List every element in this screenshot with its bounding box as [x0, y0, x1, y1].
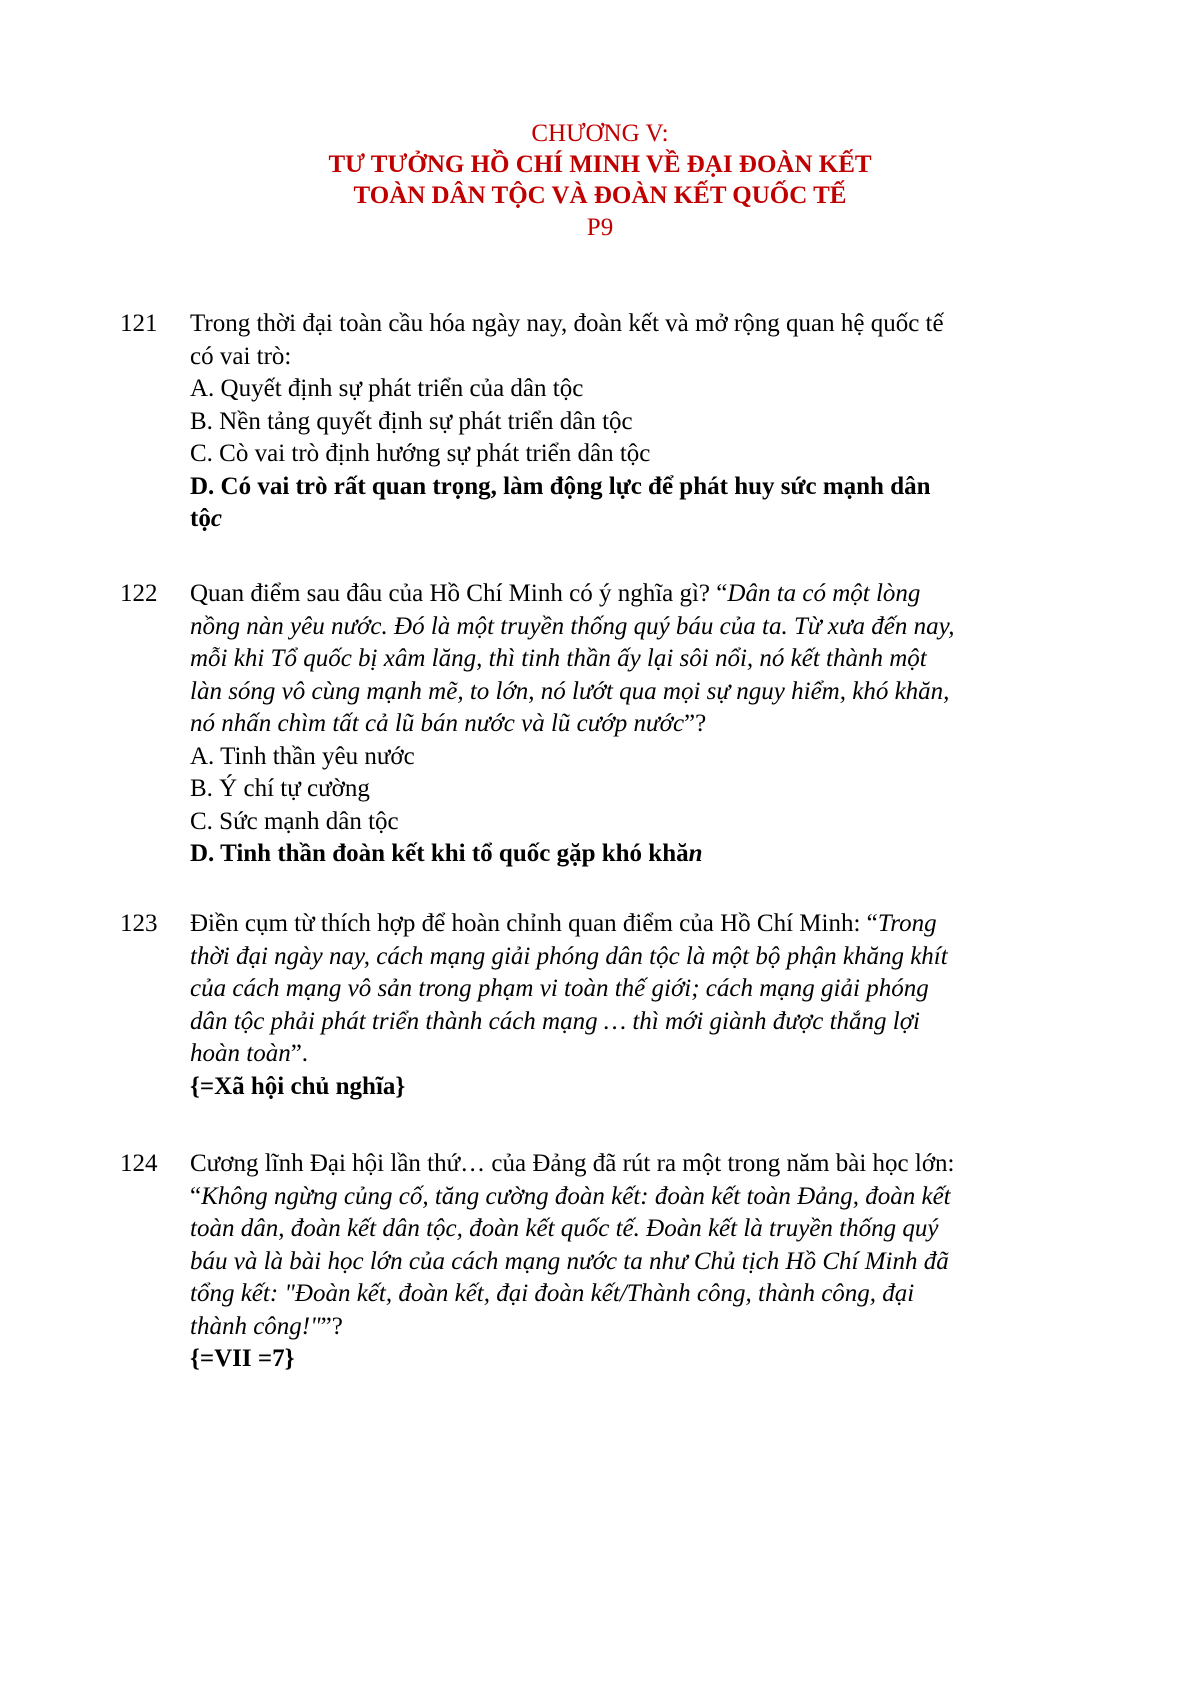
question-stem-line: Cương lĩnh Đại hội lần thứ… của Đảng đã rút ra một trong năm bài học lớn:	[190, 1150, 955, 1177]
question-stem-line: có vai trò:	[190, 342, 292, 370]
question-stem-line	[190, 908, 1065, 941]
answer-text: D. Tinh thần đoàn kết khi tổ quốc gặp khó khă	[190, 840, 689, 867]
quote-text: hoàn toàn	[190, 1040, 291, 1067]
question-number: 121	[120, 310, 158, 337]
quote-line: dân tộc phải phát triển thành cách mạng … thì mới giành được thắng lợi	[190, 1007, 921, 1035]
correct-answer-continued	[190, 503, 1065, 536]
option-c: C. Cò vai trò định hướng sự phát triển dân tộc	[190, 440, 651, 467]
correct-answer: {=Xã hội chủ nghĩa}	[190, 1072, 406, 1100]
question-number: 122	[120, 580, 158, 607]
correct-answer: {=VII =7}	[190, 1345, 295, 1372]
quote-text: Dân ta có một lòng	[727, 580, 921, 607]
question-body	[190, 1148, 1065, 1376]
chapter-title-line-1: TƯ TƯỞNG HỒ CHÍ MINH VỀ ĐẠI ĐOÀN KẾT	[328, 151, 872, 178]
question-stem-line: Trong thời đại toàn cầu hóa ngày nay, đoàn kết và mở rộng quan hệ quốc tế	[190, 310, 944, 337]
question-lead: Quan điểm sau đâu của Hồ Chí Minh có ý nghĩa gì? “	[190, 580, 728, 607]
quote-line: tổng kết: "Đoàn kết, đoàn kết, đại đoàn kết/Thành công, thành công, đại	[190, 1280, 915, 1307]
option-b: B. Ý chí tự cường	[190, 775, 370, 802]
quote-line: làn sóng vô cùng mạnh mẽ, to lớn, nó lướt qua mọi sự nguy hiểm, khó khăn,	[190, 677, 950, 705]
correct-answer: D. Có vai trò rất quan trọng, làm động lực để phát huy sức mạnh dân	[190, 472, 931, 500]
correct-answer	[190, 838, 1065, 871]
quote-text: nó nhấn chìm tất cả lũ bán nước và lũ cướp nước	[190, 710, 685, 737]
question-number: 123	[120, 910, 158, 937]
answer-text-italic: c	[210, 505, 222, 532]
question-stem-line	[190, 708, 1065, 741]
question-tail: ”?	[684, 710, 707, 737]
quote-line: nồng nàn yêu nước. Đó là một truyền thống quý báu của ta. Từ xưa đến nay,	[190, 612, 955, 640]
question-stem-line	[190, 1181, 1065, 1214]
quote-text: thành công!"	[190, 1312, 321, 1340]
question-stem-line	[190, 1311, 1065, 1344]
question-stem-line	[190, 1038, 1065, 1071]
chapter-label: CHƯƠNG V:	[531, 120, 669, 147]
question-lead: Điền cụm từ thích hợp để hoàn chỉnh quan điểm của Hồ Chí Minh: “	[190, 910, 878, 937]
quote-text: Trong	[877, 910, 937, 937]
chapter-title-line-2: TOÀN DÂN TỘC VÀ ĐOÀN KẾT QUỐC TẾ	[353, 182, 847, 209]
part-label: P9	[586, 214, 614, 241]
quote-line: của cách mạng vô sản trong phạm vi toàn thế giới; cách mạng giải phóng	[190, 975, 929, 1002]
answer-text: tộ	[190, 505, 211, 532]
question-number: 124	[120, 1150, 158, 1177]
chapter-header	[0, 118, 1200, 243]
question-tail: ”?	[320, 1312, 343, 1340]
quote-line: báu và là bài học lớn của cách mạng nước ta như Chủ tịch Hồ Chí Minh đã	[190, 1247, 949, 1275]
question-body	[190, 578, 1065, 871]
quote-line: thời đại ngày nay, cách mạng giải phóng dân tộc là một bộ phận khăng khít	[190, 942, 948, 970]
question-stem-line	[190, 578, 1065, 611]
answer-text-italic: n	[688, 840, 703, 867]
option-a: A. Tinh thần yêu nước	[190, 742, 415, 770]
option-a: A. Quyết định sự phát triển của dân tộc	[190, 375, 584, 402]
question-body	[190, 908, 1065, 1103]
quote-line: mỗi khi Tổ quốc bị xâm lăng, thì tinh thần ấy lại sôi nổi, nó kết thành một	[190, 645, 927, 672]
quote-open: “	[190, 1182, 202, 1210]
question-body	[190, 308, 1065, 536]
question-tail: ”.	[290, 1040, 309, 1067]
option-b: B. Nền tảng quyết định sự phát triển dân tộc	[190, 407, 633, 435]
option-c: C. Sức mạnh dân tộc	[190, 807, 399, 835]
quote-text: Không ngừng củng cố, tăng cường đoàn kết: đoàn kết toàn Đảng, đoàn kết	[201, 1182, 951, 1210]
quote-line: toàn dân, đoàn kết dân tộc, đoàn kết quốc tế. Đoàn kết là truyền thống quý	[190, 1215, 939, 1242]
